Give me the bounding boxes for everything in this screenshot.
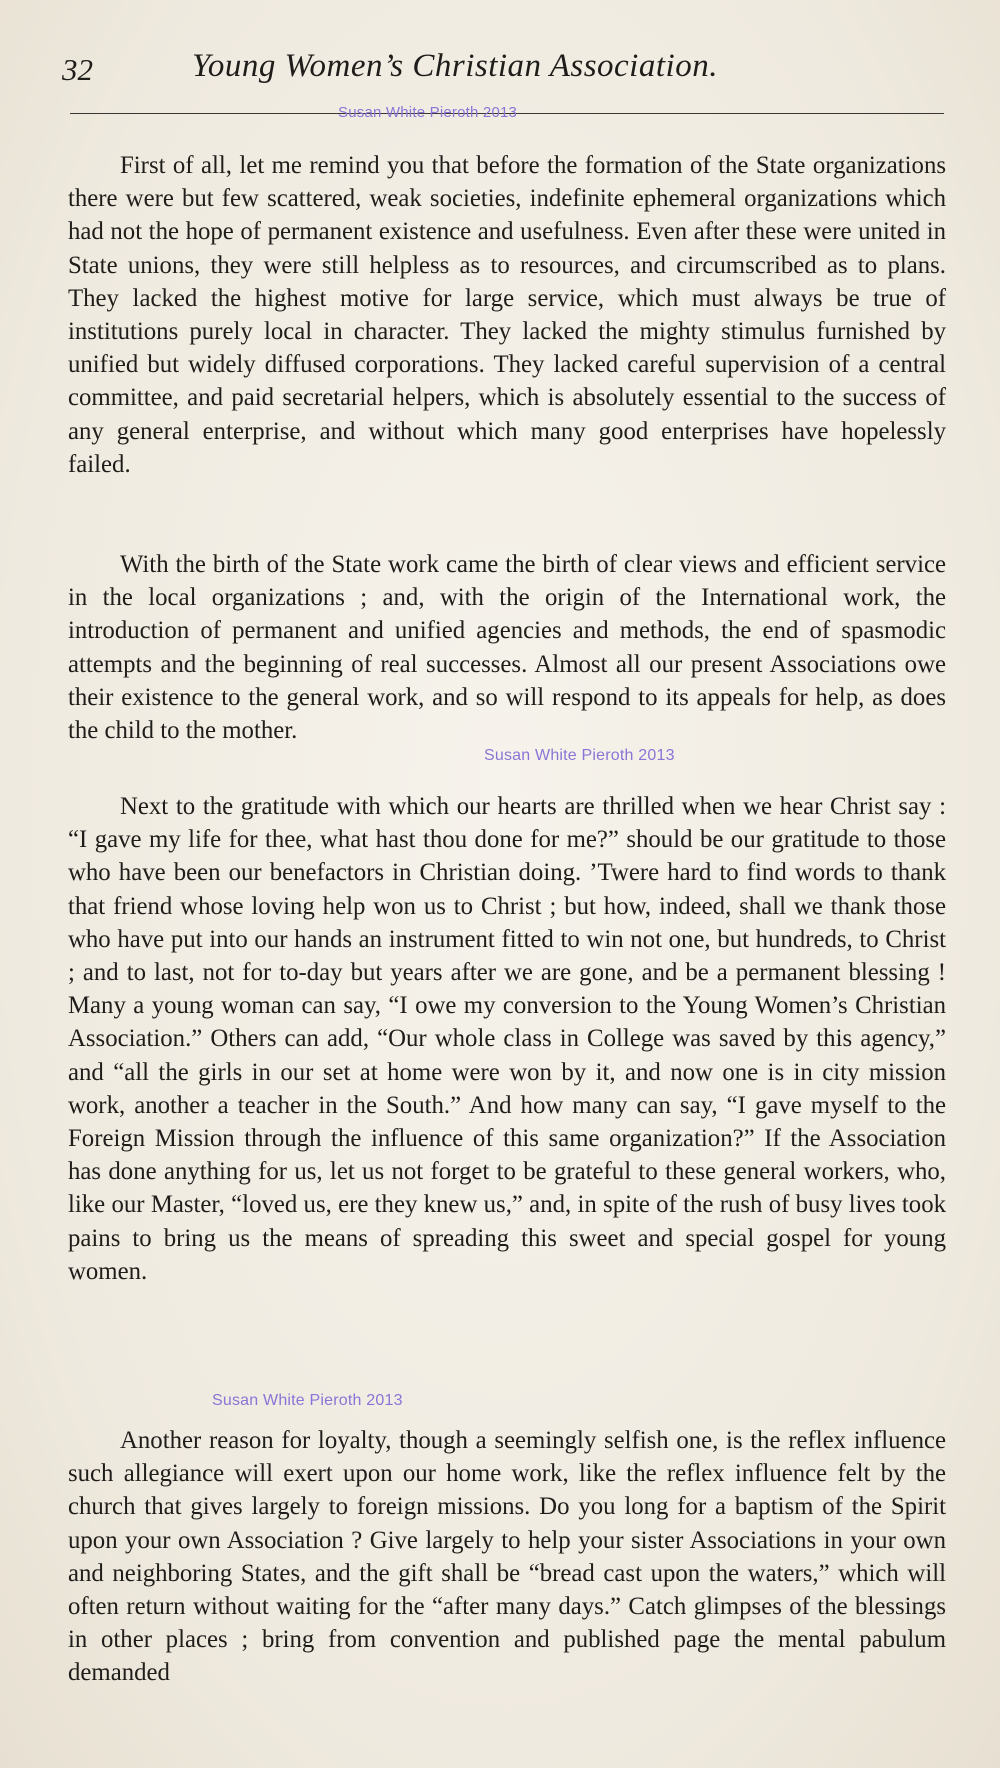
watermark: Susan White Pieroth 2013 bbox=[484, 747, 675, 764]
paragraph: Next to the gratitude with which our hearts are thrilled when we hear Christ say : “I gave my life for thee, what hast thou done for me?” should be our gratitude to those who have been our benefactors in Christian doing. ’Twere hard to find words to thank that friend whose loving help won us to Christ ; but how, indeed, shall we thank those who have put into our hands an instrument fitted to win not one, but hundreds, to Christ ; and to last, not for to-day but years after we are gone, and be a permanent blessing ! Many a young woman can say, “I owe my conversion to the Young Women’s Christian Association.” Others can add, “Our whole class in College was saved by this agency,” and “all the girls in our set at home were won by it, and now one is in city mission work, another a teacher in the South.” And how many can say, “I gave myself to the Foreign Mission through the influence of this same organization?” If the Association has done anything for us, let us not forget to be grateful to these general workers, who, like our Master, “loved us, ere they knew us,” and, in spite of the rush of busy lives took pains to bring us the means of spreading this sweet and special gospel for young women. bbox=[68, 793, 946, 1285]
page-header bbox=[62, 48, 942, 98]
paragraph: Another reason for loyalty, though a seemingly selfish one, is the reflex influence such allegiance will exert upon our home work, like the reflex influence felt by the church that gives largely to foreign missions. Do you long for a baptism of the Spirit upon your own Association ? Give largely to help your sister Associations in your own and neighboring States, and the gift shall be “bread cast upon the waters,” which will often return without waiting for the “after many days.” Catch glimpses of the blessings in other places ; bring from convention and published page the mental pabulum demanded bbox=[68, 1427, 946, 1687]
watermark: Susan White Pieroth 2013 bbox=[212, 1392, 403, 1409]
running-title: Young Women’s Christian Association. bbox=[192, 48, 718, 84]
page-number: 32 bbox=[62, 52, 93, 87]
watermark: Susan White Pieroth 2013 bbox=[338, 104, 518, 121]
paragraph: With the birth of the State work came the birth of clear views and efficient service in the local organizations ; and, with the origin of the International work, the introduction of permanent and unified agencies and methods, the end of spasmodic attempts and the beginning of real successes. Almost all our present Associations owe their existence to the general work, and so will respond to its appeals for help, as does the child to the mother. bbox=[68, 551, 946, 745]
paragraph: First of all, let me remind you that before the formation of the State organizations there were but few scattered, weak societies, indefinite ephemeral organizations which had not the hope of permanent existence and usefulness. Even after these were united in State unions, they were still helpless as to resources, and circumscribed as to plans. They lacked the highest motive for large service, which must always be true of institutions purely local in character. They lacked the mighty stimulus furnished by unified but widely diffused corporations. They lacked careful supervision of a central committee, and paid secretarial helpers, which is absolutely essential to the success of any general enterprise, and without which many good enterprises have hopelessly failed. bbox=[68, 152, 946, 478]
